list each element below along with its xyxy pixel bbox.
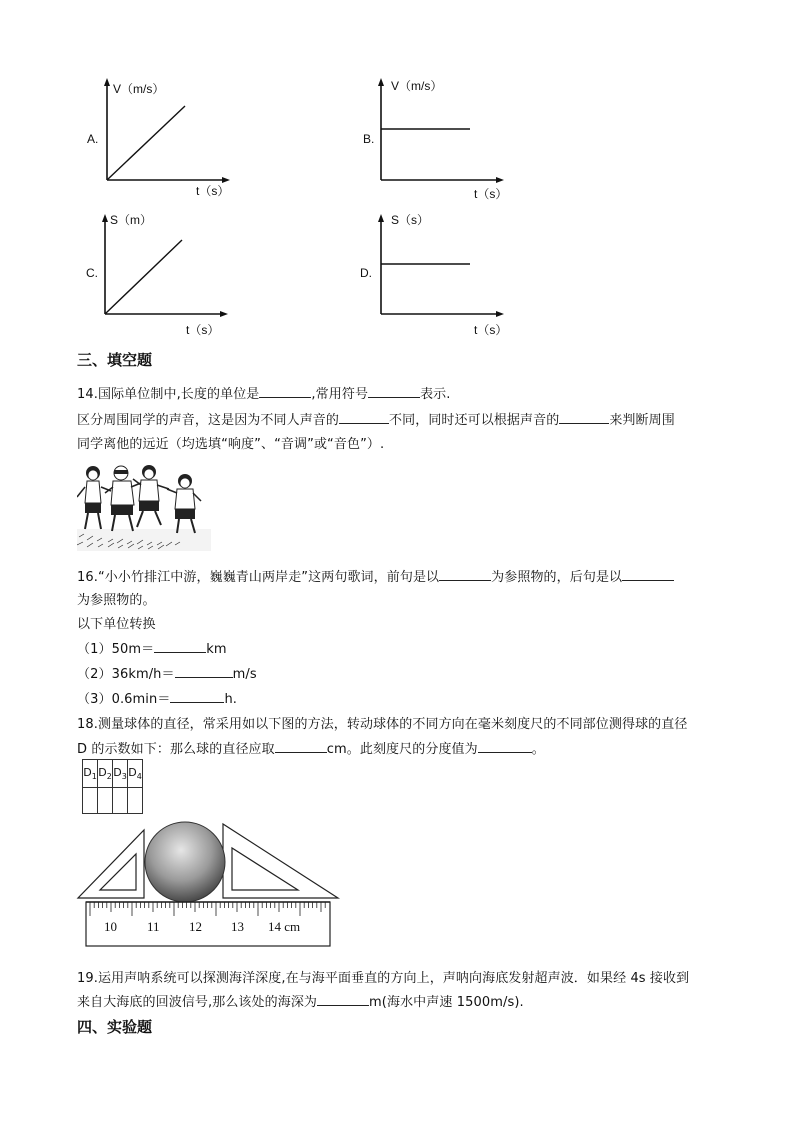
table-cell[interactable] [98,788,113,814]
graph-b-letter: B. [363,132,375,146]
table-header-d3: $D_3$ [113,760,128,788]
graph-a-line [107,106,185,180]
q19-text-c: m(海水中声速 1500m/s). [369,995,524,1010]
question-18-line-1: 18.测量球体的直径，常采用如以下图的方法，转动球体的不同方向在毫米刻度尺的不同部位测得球的直径 [77,717,688,732]
q18-blank-1[interactable] [275,740,327,753]
q18-text-c: cm。此刻度尺的分度值为 [326,742,478,757]
question-16-line-1 [77,566,674,585]
q16-text-b: 为参照物的，后句是以 [491,570,623,585]
question-14 [77,383,451,402]
question-17-title: 以下单位转换 [77,617,156,632]
q18-text-d: 。 [531,742,545,757]
q17-blank-3[interactable] [170,690,224,703]
q19-blank-1[interactable] [317,993,369,1006]
q14-text-a: 14.国际单位制中,长度的单位是 [77,387,260,402]
q16-blank-1[interactable] [439,568,491,581]
table-header-d2: $D_2$ [98,760,113,788]
graph-a-ylabel: V（m/s） [113,82,165,96]
table-cell[interactable] [83,788,98,814]
ruler-label-10: 10 [104,919,117,934]
question-15-line-2: 同学离他的远近（均选填“响度”、“音调”或“音色”）. [77,437,385,452]
q18-text-b: D 的示数如下：那么球的直径应取 [77,742,275,757]
graph-c-ylabel: S（m） [110,213,153,227]
q16-text-a: 16.“小小竹排江中游，巍巍青山两岸走”这两句歌词，前句是以 [77,570,440,585]
graph-b [358,76,508,198]
q17-item-1-post: km [206,642,227,657]
graph-d-axes [358,212,508,334]
graph-d-letter: D. [360,266,372,280]
q15-text-a: 区分周围同学的声音，这是因为不同人声音的 [77,413,340,428]
q14-text-c: 表示. [420,387,451,402]
q14-blank-2[interactable] [368,385,420,398]
section-title-experiment: 四、实验题 [77,1018,153,1036]
graph-d [358,212,508,334]
q17-item-2-pre: （2）36km/h＝ [77,667,175,682]
graph-d-ylabel: S（s） [391,213,430,227]
graph-c-axes [82,212,232,334]
q15-text-c: 来判断周围 [609,413,675,428]
graph-b-ylabel: V（m/s） [391,79,443,93]
question-17-item-2 [77,663,257,682]
q14-text-b: ,常用符号 [311,387,369,402]
ruler-label-12: 12 [189,919,202,934]
graph-a-letter: A. [87,132,99,146]
graph-c-letter: C. [86,266,98,280]
question-16-line-2: 为参照物的。 [77,593,156,608]
ruler-label-14cm: 14 cm [268,919,301,934]
graph-b-xlabel: t（s） [474,187,508,201]
section-title-fill-in: 三、填空题 [77,351,153,369]
table-cell[interactable] [113,788,128,814]
q15-blank-2[interactable] [559,411,609,424]
diameter-table [82,759,143,814]
table-cell[interactable] [128,788,143,814]
graph-a-xlabel: t（s） [196,184,230,198]
graph-c-xlabel: t（s） [186,323,220,337]
q17-item-3-pre: （3）0.6min＝ [77,692,171,707]
graph-d-xlabel: t（s） [474,323,508,337]
question-15-line-1 [77,409,675,428]
graph-b-axes [358,76,508,198]
question-19-line-2 [77,991,524,1010]
q14-blank-1[interactable] [259,385,311,398]
table-header-d1: $D_1$ [83,760,98,788]
graph-c [82,212,232,334]
sphere [145,822,225,902]
ruler-label-11: 11 [147,919,160,934]
q17-blank-2[interactable] [175,665,233,678]
q17-item-1-pre: （1）50m＝ [77,642,155,657]
q16-blank-2[interactable] [622,568,674,581]
q17-item-3-post: h. [224,692,238,707]
question-17-item-1 [77,638,227,657]
table-header-d4: $D_4$ [128,760,143,788]
q19-text-b: 来自大海底的回波信号,那么该处的海深为 [77,995,318,1010]
question-18-line-2 [77,738,545,757]
q15-blank-1[interactable] [339,411,389,424]
q18-blank-2[interactable] [478,740,532,753]
ruler-label-13: 13 [231,919,244,934]
question-19-line-1: 19.运用声呐系统可以探测海洋深度,在与海平面垂直的方向上，声呐向海底发射超声波．如果经 4s 接收到 [77,971,690,986]
children-game-illustration [77,459,211,551]
q15-text-b: 不同，同时还可以根据声音的 [389,413,560,428]
q17-blank-1[interactable] [154,640,206,653]
graph-c-line [105,240,182,314]
q17-item-2-post: m/s [232,667,257,682]
question-17-item-3 [77,688,237,707]
